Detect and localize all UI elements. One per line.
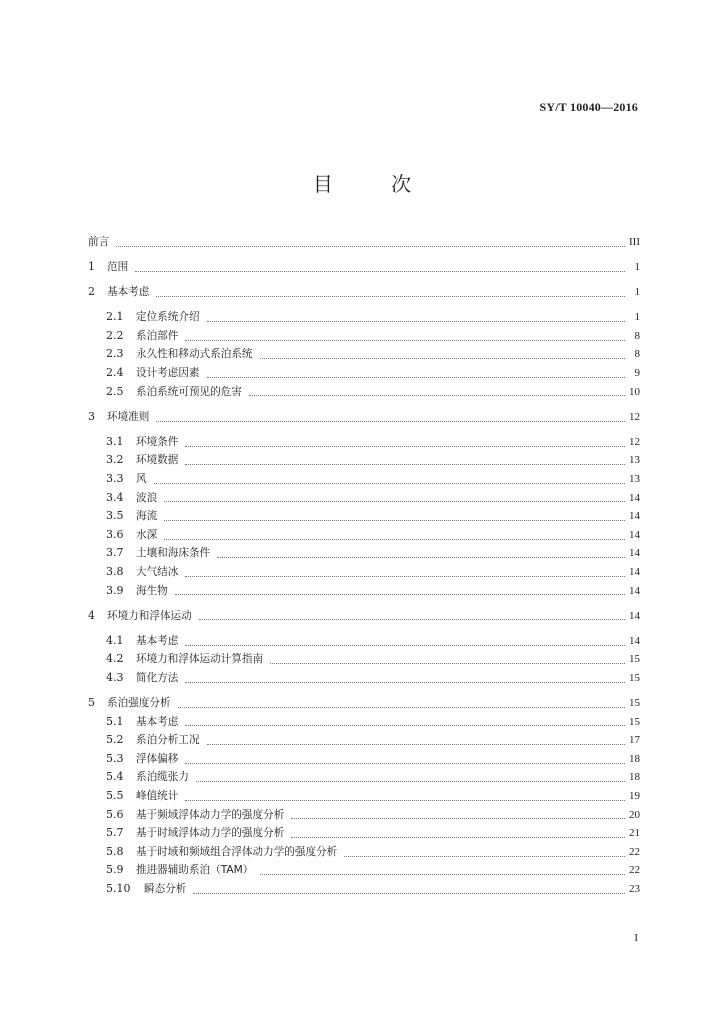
dot-leader [344, 846, 625, 857]
dot-leader [185, 672, 625, 683]
toc-entry-title: 环境数据 [136, 454, 179, 467]
toc-entry[interactable] [88, 327, 640, 346]
page-title: 目 次 [312, 172, 438, 196]
dot-leader [156, 411, 625, 422]
toc-entry[interactable] [88, 364, 640, 383]
dot-leader [185, 753, 625, 764]
toc-entry-page: 15 [629, 671, 640, 684]
toc-entry-title: 环境条件 [136, 435, 179, 448]
dot-leader [193, 883, 625, 894]
toc-entry-title: 海生物 [136, 584, 168, 597]
toc-entry-title: 系泊缆张力 [136, 771, 189, 784]
toc-entry-number: 2.1 [106, 310, 124, 324]
toc-entry-number: 4.1 [106, 633, 124, 647]
dot-leader [291, 808, 625, 819]
toc-entry-number: 2.2 [106, 328, 124, 342]
toc-entry-title: 定位系统介绍 [136, 311, 200, 324]
toc-entry[interactable] [88, 713, 640, 732]
toc-entry-number: 3.1 [106, 434, 124, 448]
toc-entry-page: 22 [629, 864, 640, 877]
dot-leader [185, 715, 625, 726]
toc-entry[interactable] [88, 451, 640, 470]
toc-entry-page: 20 [629, 808, 640, 821]
toc-entry-page: 18 [629, 771, 640, 784]
toc-entry[interactable] [88, 507, 640, 526]
toc-entry-page: 8 [634, 348, 640, 361]
dot-leader [175, 584, 625, 595]
toc-entry-title: 范围 [107, 261, 129, 274]
toc-entry-title: 环境力和浮体运动 [107, 609, 192, 622]
toc-entry-page: 13 [629, 473, 640, 486]
toc-entry-page: 23 [629, 883, 640, 895]
dot-leader [154, 473, 625, 484]
toc-entry-number: 1 [88, 260, 95, 274]
toc-entry-page: 14 [629, 609, 640, 622]
toc-entry-page: 14 [629, 528, 640, 541]
toc-entry-title: 环境力和浮体运动计算指南 [136, 653, 264, 666]
toc-entry-number: 3.2 [106, 453, 124, 467]
dot-leader [156, 286, 625, 297]
toc-entry-page: 14 [629, 566, 640, 578]
toc-entry-title: 浮体偏移 [136, 752, 179, 765]
toc-entry[interactable] [88, 880, 640, 899]
toc-entry-title: 简化方法 [136, 671, 179, 684]
toc-entry-page: 22 [629, 845, 640, 858]
dot-leader [185, 566, 625, 577]
toc-entry-number: 2.4 [106, 366, 124, 380]
toc-entry[interactable] [88, 806, 640, 825]
dot-leader [116, 236, 625, 247]
toc-entry-title: 基本考虑 [107, 286, 150, 299]
standard-code: SY/T 10040—2016 [539, 100, 638, 114]
toc-entry-number: 3.4 [106, 490, 124, 504]
dot-leader [260, 864, 625, 875]
toc-entry-page: 19 [629, 790, 640, 803]
toc-entry-title: 水深 [136, 528, 158, 541]
toc-entry-title: 系泊强度分析 [107, 697, 171, 710]
dot-leader [164, 510, 625, 521]
toc-entry-number: 3.3 [106, 472, 124, 486]
toc-entry-title: 设计考虑因素 [136, 367, 200, 380]
toc-entry-page: 13 [629, 454, 640, 467]
toc-entry-title: 大气结冰 [136, 566, 179, 578]
toc-entry-number: 3.7 [106, 546, 124, 560]
toc-entry[interactable] [88, 470, 640, 489]
toc-entry-page: 14 [629, 547, 640, 560]
toc-entry[interactable] [88, 787, 640, 806]
toc-entry-title: 系泊部件 [136, 329, 179, 342]
toc-entry-page: 14 [629, 510, 640, 523]
toc-entry[interactable] [88, 632, 640, 651]
toc-entry[interactable] [88, 861, 640, 880]
toc-entry[interactable] [88, 308, 640, 327]
dot-leader [291, 827, 625, 838]
toc-entry-title: 基于时域和频域组合浮体动力学的强度分析 [136, 845, 338, 858]
toc-entry[interactable] [88, 582, 640, 601]
toc-entry-page: 1 [634, 261, 640, 274]
toc-entry-title: 基本考虑 [136, 634, 179, 647]
dot-leader [164, 529, 625, 540]
toc-entry-page: 15 [629, 697, 640, 710]
toc-entry-title: 永久性和移动式系泊系统 [136, 348, 253, 361]
dot-leader [185, 454, 625, 465]
toc-entry[interactable] [88, 607, 640, 626]
toc-entry-page: 12 [629, 435, 640, 448]
toc-entry-page: 12 [629, 410, 640, 423]
toc-entry-number: 5.10 [106, 882, 131, 895]
toc-entry-title: 系泊系统可预见的危害 [136, 385, 242, 398]
toc-entry-number: 4.2 [106, 652, 124, 666]
toc-entry-number: 4 [88, 608, 95, 622]
toc-entry-page: 1 [634, 286, 640, 299]
dot-leader [135, 261, 625, 272]
dot-leader [199, 609, 625, 620]
toc-entry-page: 9 [634, 367, 640, 380]
dot-leader [185, 635, 625, 646]
dot-leader [207, 367, 625, 378]
toc-entry-number: 2.3 [106, 347, 124, 361]
toc-entry-number: 5.8 [106, 844, 124, 858]
toc-entry-title: 基于频域浮体动力学的强度分析 [136, 808, 285, 821]
toc-entry[interactable] [88, 283, 640, 302]
toc-entry-title: 环境准则 [107, 410, 150, 423]
toc-entry-number: 2 [88, 285, 95, 299]
toc-entry[interactable] [88, 750, 640, 769]
toc-entry[interactable] [88, 563, 640, 582]
toc-entry-number: 5.4 [106, 770, 124, 784]
toc-entry-number: 5.1 [106, 714, 124, 728]
dot-leader [270, 653, 625, 664]
toc-entry-title: 海流 [136, 510, 158, 523]
toc-entry-number: 5.6 [106, 807, 124, 821]
toc-entry-page: 10 [629, 385, 640, 398]
toc-entry-number: 5.3 [106, 751, 124, 765]
dot-leader [164, 491, 625, 502]
table-of-contents [88, 233, 640, 899]
toc-entry-number: 5.5 [106, 789, 124, 803]
dot-leader [207, 311, 625, 322]
dot-leader [185, 790, 625, 801]
toc-entry-title: 基本考虑 [136, 715, 179, 728]
toc-entry-page: 15 [629, 715, 640, 728]
toc-entry[interactable] [88, 843, 640, 862]
toc-entry-page: 14 [629, 584, 640, 597]
toc-entry[interactable] [88, 650, 640, 669]
toc-entry[interactable] [88, 408, 640, 427]
dot-leader [260, 348, 625, 359]
toc-entry[interactable] [88, 433, 640, 452]
page-number: I [634, 932, 638, 944]
toc-entry[interactable] [88, 345, 640, 364]
toc-entry-page: 15 [629, 653, 640, 666]
toc-entry-number: 3.9 [106, 583, 124, 597]
toc-entry-page: 14 [629, 634, 640, 647]
toc-entry-number: 3.8 [106, 565, 124, 578]
toc-entry-number: 3.5 [106, 509, 124, 523]
toc-entry-page: 17 [629, 734, 640, 747]
toc-entry[interactable] [88, 768, 640, 787]
toc-entry-number: 3 [88, 409, 95, 423]
toc-entry[interactable] [88, 526, 640, 545]
toc-entry[interactable] [88, 383, 640, 402]
toc-entry-title: 前言 [88, 236, 110, 248]
toc-entry-number: 5.9 [106, 863, 124, 877]
toc-entry-number: 5.7 [106, 826, 124, 840]
toc-entry-page: 14 [629, 491, 640, 504]
dot-leader [217, 547, 625, 558]
dot-leader [185, 330, 625, 341]
dot-leader [185, 436, 625, 447]
toc-entry[interactable] [88, 489, 640, 508]
dot-leader [196, 771, 625, 782]
toc-entry-title: 波浪 [136, 491, 158, 504]
toc-entry-number: 4.3 [106, 670, 124, 684]
toc-entry-title: 基于时域浮体动力学的强度分析 [136, 827, 285, 840]
toc-entry-number: 5 [88, 696, 95, 710]
toc-entry-title: 土壤和海床条件 [136, 547, 211, 560]
toc-entry[interactable] [88, 544, 640, 563]
toc-entry-number: 5.2 [106, 733, 124, 747]
dot-leader [249, 385, 625, 396]
toc-entry-page: 21 [629, 827, 640, 840]
toc-entry-page: 1 [634, 311, 640, 324]
toc-entry[interactable] [88, 731, 640, 750]
toc-entry-page: 18 [629, 752, 640, 765]
toc-entry-page: III [629, 236, 640, 248]
dot-leader [178, 697, 625, 708]
toc-entry-title: 推进器辅助系泊（TAM） [136, 864, 254, 877]
toc-entry-title: 系泊分析工况 [136, 734, 200, 747]
toc-entry-page: 8 [634, 329, 640, 342]
toc-entry-title: 风 [136, 473, 147, 486]
toc-entry-number: 2.5 [106, 384, 124, 398]
toc-entry[interactable] [88, 824, 640, 843]
toc-entry-title: 峰值统计 [136, 790, 179, 803]
toc-entry-title: 瞬态分析 [144, 883, 187, 895]
dot-leader [207, 734, 625, 745]
toc-entry[interactable] [88, 258, 640, 277]
toc-entry-number: 3.6 [106, 527, 124, 541]
toc-entry[interactable] [88, 669, 640, 688]
toc-entry[interactable] [88, 233, 640, 252]
toc-entry[interactable] [88, 694, 640, 713]
